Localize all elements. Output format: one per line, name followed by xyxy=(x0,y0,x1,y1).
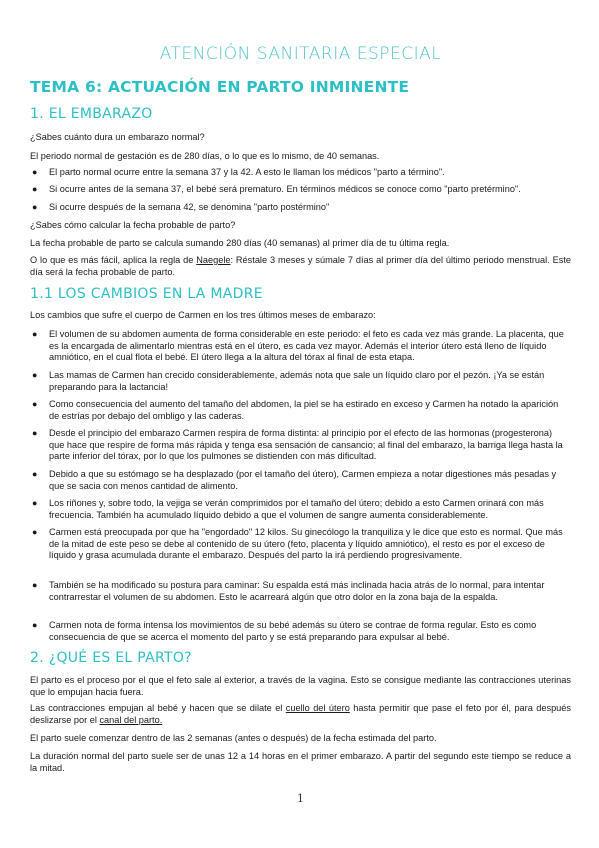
link-cuello-utero[interactable]: cuello del útero xyxy=(285,703,350,713)
paragraph-gestation: El periodo normal de gestación es de 280 días, o lo que es lo mismo, de 40 semanas. xyxy=(30,151,380,161)
link-canal-parto[interactable]: canal del parto. xyxy=(99,714,163,725)
bullet-icon: ● xyxy=(32,620,38,630)
bullet-icon: ● xyxy=(32,329,38,339)
course-title: ATENCIÓN SANITARIA ESPECIAL xyxy=(159,44,442,64)
bullet-icon: ● xyxy=(32,469,38,479)
bullet-icon: ● xyxy=(32,399,38,409)
bullet-icon: ● xyxy=(32,498,38,508)
section-heading-embarazo: 1. EL EMBARAZO xyxy=(30,106,153,122)
bullet-icon: ● xyxy=(32,370,38,380)
paragraph-contracciones: Las contracciones empujan al bebé y hacen que se dilate el cuello del útero hasta permitir que pase el feto por él, para después deslizarse por el canal del parto. xyxy=(30,703,571,725)
section-heading-parto: 2. ¿QUÉ ES EL PARTO? xyxy=(30,650,192,666)
paragraph-calc: La fecha probable de parto se calcula sumando 280 días (40 semanas) al primer día de tu última regla. xyxy=(30,238,450,248)
bullet-icon: ● xyxy=(32,527,38,537)
bullet-icon: ● xyxy=(32,580,38,590)
paragraph-cambios-intro: Los cambios que sufre el cuerpo de Carmen en los tres últimos meses de embarazo: xyxy=(30,310,376,320)
paragraph-duracion: La duración normal del parto suele ser de unas 12 a 14 horas en el primer embarazo. A partir del segundo este tiempo se reduce a la mitad. xyxy=(30,751,571,773)
paragraph-parto-def: El parto es el proceso por el que el feto sale al exterior, a través de la vagina. Esto se consigue mediante las contracciones uterinas que lo empujan hacia fuera. xyxy=(30,675,571,697)
question-duration: ¿Sabes cuánto dura un embarazo normal? xyxy=(30,132,205,142)
section-heading-cambios: 1.1 LOS CAMBIOS EN LA MADRE xyxy=(30,286,263,302)
question-calculate: ¿Sabes cómo calcular la fecha probable de parto? xyxy=(30,220,236,230)
bullet-icon: ● xyxy=(32,202,38,212)
bullet-icon: ● xyxy=(32,184,38,194)
bullet-icon: ● xyxy=(32,167,38,177)
page-number: 1 xyxy=(297,792,304,805)
link-naegele[interactable]: Naegele xyxy=(196,255,231,265)
paragraph-naegele: O lo que es más fácil, aplica la regla de Naegele: Réstale 3 meses y súmale 7 días al primer día del último periodo menstrual. Este día será la fecha probable de parto. xyxy=(30,255,571,277)
paragraph-comienzo: El parto suele comenzar dentro de las 2 semanas (antes o después) de la fecha estimada del parto. xyxy=(30,733,437,743)
bullet-icon: ● xyxy=(32,428,38,438)
topic-title: TEMA 6: ACTUACIÓN EN PARTO INMINENTE xyxy=(30,78,410,96)
